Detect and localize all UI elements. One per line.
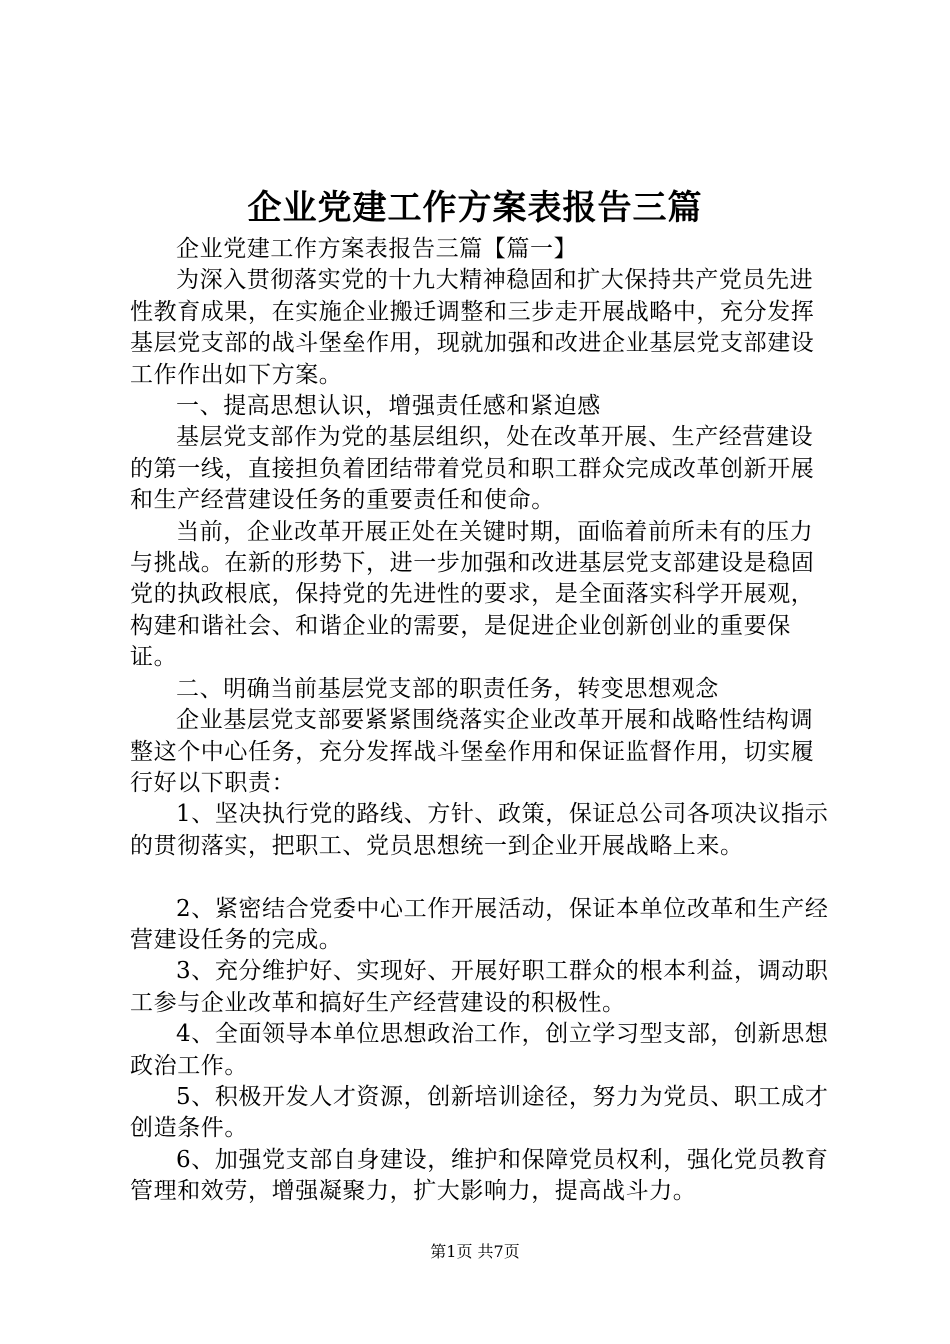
paragraph-heading-part-one: 企业党建工作方案表报告三篇【篇一】: [176, 236, 578, 262]
page-number-footer: 第1页 共7页: [430, 1242, 520, 1261]
list-item-5: 5、积极开发人才资源，创新培训途径，努力为党员、职工成才创造条件。: [130, 1083, 829, 1142]
paragraph-section-one-b: 当前，企业改革开展正处在关键时期，面临着前所未有的压力与挑战。在新的形势下，进一步加强和改进基层党支部建设是稳固党的执政根底，保持党的先进性的要求，是全面落实科学开展观，构建和谐社会、和谐企业的需要，是促进企业创新创业的重要保证。: [130, 518, 815, 671]
document-body: [130, 234, 834, 1208]
blank-line: [130, 862, 834, 893]
paragraph-intro: 为深入贯彻落实党的十九大精神稳固和扩大保持共产党员先进性教育成果，在实施企业搬迁调整和三步走开展战略中，充分发挥基层党支部的战斗堡垒作用，现就加强和改进企业基层党支部建设工作作出如下方案。: [130, 267, 815, 388]
section-heading-one: 一、提高思想认识，增强责任感和紧迫感: [176, 393, 601, 420]
document-title: 企业党建工作方案表报告三篇: [247, 188, 703, 228]
list-item-3: 3、充分维护好、实现好、开展好职工群众的根本利益，调动职工参与企业改革和搞好生产经营建设的积极性。: [130, 958, 829, 1016]
section-heading-two: 二、明确当前基层党支部的职责任务，转变思想观念: [176, 675, 719, 702]
list-item-2: 2、紧密结合党委中心工作开展活动，保证本单位改革和生产经营建设任务的完成。: [130, 895, 829, 953]
paragraph-section-one-a: 基层党支部作为党的基层组织，处在改革开展、生产经营建设的第一线，直接担负着团结带着党员和职工群众完成改革创新开展和生产经营建设任务的重要责任和使命。: [130, 424, 815, 514]
paragraph-section-two: 企业基层党支部要紧紧围绕落实企业改革开展和战略性结构调整这个中心任务，充分发挥战斗堡垒作用和保证监督作用，切实履行好以下职责：: [130, 707, 815, 796]
list-item-4: 4、全面领导本单位思想政治工作，创立学习型支部，创新思想政治工作。: [130, 1021, 829, 1079]
list-item-1: 1、坚决执行党的路线、方针、政策，保证总公司各项决议指示的贯彻落实，把职工、党员思想统一到企业开展战略上来。: [130, 801, 829, 859]
list-item-6: 6、加强党支部自身建设，维护和保障党员权利，强化党员教育管理和效劳，增强凝聚力，扩大影响力，提高战斗力。: [130, 1146, 829, 1205]
